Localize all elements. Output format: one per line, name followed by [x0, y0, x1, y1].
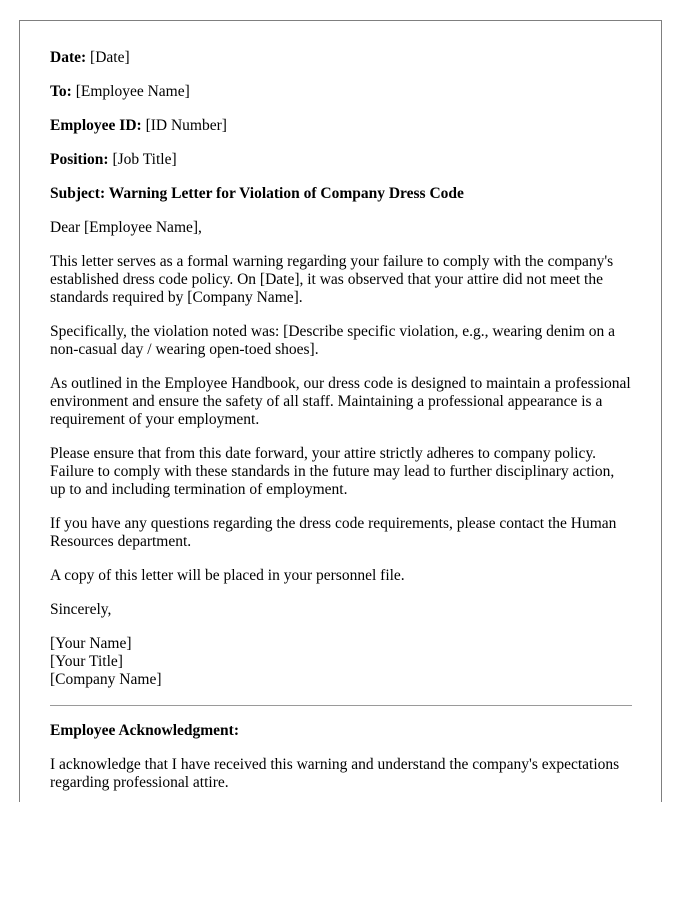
position-label: Position: — [50, 151, 109, 168]
signature-block — [50, 635, 632, 689]
acknowledgment-text: I acknowledge that I have received this warning and understand the company's expectations regarding professional attire. — [50, 756, 620, 791]
date-line — [50, 49, 632, 67]
section-divider — [50, 705, 632, 706]
date-value: [Date] — [86, 49, 130, 66]
date-label: Date: — [50, 49, 87, 66]
paragraph-personnel-file: A copy of this letter will be placed in your personnel file. — [50, 567, 405, 584]
paragraph-handbook: As outlined in the Employee Handbook, our dress code is designed to maintain a professional environment and ensure the safety of all staff. Maintaining a professional appearance is a requirement of your employment. — [50, 375, 631, 428]
to-label: To: — [50, 83, 72, 100]
position-value: [Job Title] — [108, 151, 177, 168]
signature-title: [Your Title] — [50, 653, 123, 670]
paragraph-formal-warning: This letter serves as a formal warning regarding your failure to comply with the company's established dress code policy. On [Date], it was observed that your attire did not meet the standards required by [Company Name]. — [50, 253, 614, 306]
signature-name: [Your Name] — [50, 635, 132, 652]
to-value: [Employee Name] — [71, 83, 190, 100]
employee-id-value: [ID Number] — [141, 117, 227, 134]
employee-id-line — [50, 117, 632, 135]
paragraph-violation: Specifically, the violation noted was: [Describe specific violation, e.g., wearing denim on a non-casual day / wearing open-toed shoes]. — [50, 323, 616, 358]
paragraph-compliance: Please ensure that from this date forward, your attire strictly adheres to company policy. Failure to comply with these standards in the future may lead to further disciplinary action, up to and including termination of employment. — [50, 445, 615, 498]
position-line — [50, 151, 632, 169]
employee-id-label: Employee ID: — [50, 117, 142, 134]
salutation: Dear [Employee Name], — [50, 219, 202, 236]
to-line — [50, 83, 632, 101]
closing: Sincerely, — [50, 601, 112, 618]
warning-letter — [19, 20, 662, 802]
signature-company: [Company Name] — [50, 671, 162, 688]
acknowledgment-heading: Employee Acknowledgment: — [50, 722, 240, 739]
paragraph-questions: If you have any questions regarding the dress code requirements, please contact the Human Resources department. — [50, 515, 617, 550]
subject-line: Subject: Warning Letter for Violation of Company Dress Code — [50, 185, 464, 202]
